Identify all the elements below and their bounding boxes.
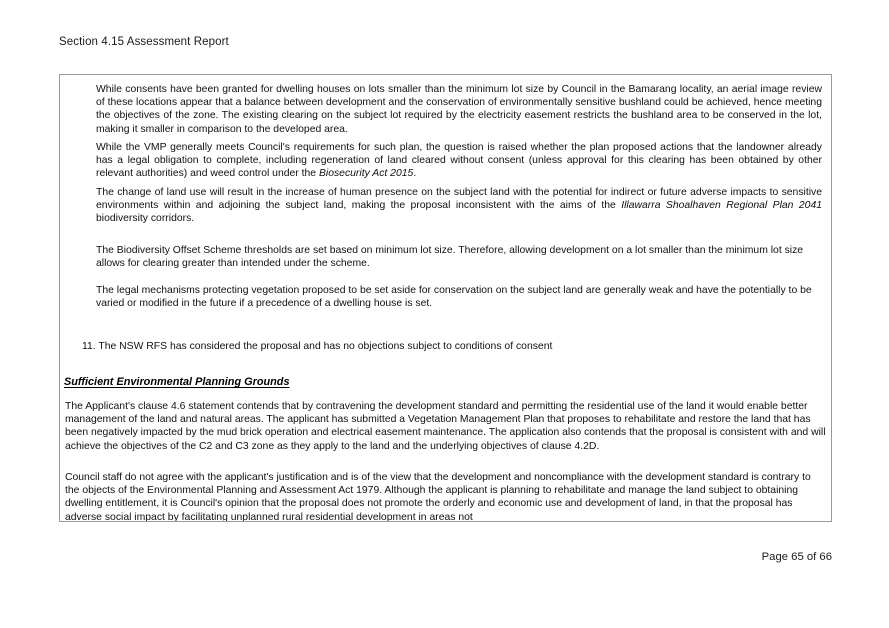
section-heading-sufficient-environmental-planning-grounds: Sufficient Environmental Planning Grounds [64, 376, 290, 388]
page-footer-pagination: Page 65 of 66 [761, 551, 832, 563]
paragraph-vmp [96, 141, 822, 181]
content-box-inner [60, 75, 831, 521]
paragraph-vmp-citation: Biosecurity Act 2015 [318, 168, 414, 180]
paragraph-land-use-citation: Illawarra Shoalhaven Regional Plan 2041 [621, 200, 822, 212]
paragraph-land-use [96, 186, 822, 226]
paragraph-applicant-clause: The Applicant's clause 4.6 statement contends that by contravening the development standard and permitting the residential use of the land it would enable better management of the land and natural areas. The applicant has submitted a Vegetation Management Plan that proposes to rehabilitate and restore the land that has been negatively impacted by the mud brick operation and electrical easement maintenance. The application also contends that the proposal is consistent with and will achieve the objectives of the C2 and C3 zone as they apply to the land and the underlying objectives of clause 4.2D. [65, 401, 826, 452]
paragraph-legal-mechanisms: The legal mechanisms protecting vegetation proposed to be set aside for conservation on the subject land are generally weak and have the potentially to be varied or modified in the future if a precedence of a dwelling house is set. [96, 285, 812, 310]
page-header-title: Section 4.15 Assessment Report [59, 36, 229, 48]
paragraph-land-use-text-2: biodiversity corridors. [96, 213, 195, 225]
paragraph-biodiversity-offset: The Biodiversity Offset Scheme thresholds are set based on minimum lot size. Therefore, allowing development on a lot smaller than the minimum lot size allows for clearing greater than intended under the scheme. [96, 245, 804, 270]
bordered-content-box [59, 74, 832, 522]
paragraph-vmp-text-2: . [413, 168, 417, 180]
paragraph-land-use-text-1: The change of land use will result in the increase of human presence on the subject land with the potential for indirect or future adverse impacts to sensitive environments within and adjoining the subject land, making the proposal inconsistent with the aims of the [96, 187, 822, 212]
paragraph-consents: While consents have been granted for dwelling houses on lots smaller than the minimum lot size by Council in the Bamarang locality, an aerial image review of these locations appear that a balance between development and the conservation of environmentally sensitive bushland could be achieved, hence meeting the objectives of the zone. The existing clearing on the subject lot required by the electricity easement restricts the bushland area to be conserved in the lot, making it smaller in comparison to the developed area. [96, 84, 822, 135]
paragraph-council-staff: Council staff do not agree with the applicant's justification and is of the view that the development and noncompliance with the development standard is contrary to the objects of the Environmental Planning and Assessment Act 1979. Although the applicant is planning to rehabilitate and manage the land subject to obtaining dwelling entitlement, it is Council's opinion that the proposal does not promote the orderly and economic use and development of land, in that the proposal has adverse social impact by facilitating unplanned rural residential development in areas not [65, 472, 811, 522]
list-item-11: 11. The NSW RFS has considered the proposal and has no objections subject to conditions of consent [82, 341, 553, 352]
paragraph-vmp-text-1: While the VMP generally meets Council's requirements for such plan, the question is raised whether the plan proposed actions that the landowner already has a legal obligation to complete, including regeneration of land cleared without consent (unless approval for this clearing has been obtained by other relevant authorities) and weed control under the [96, 142, 822, 180]
